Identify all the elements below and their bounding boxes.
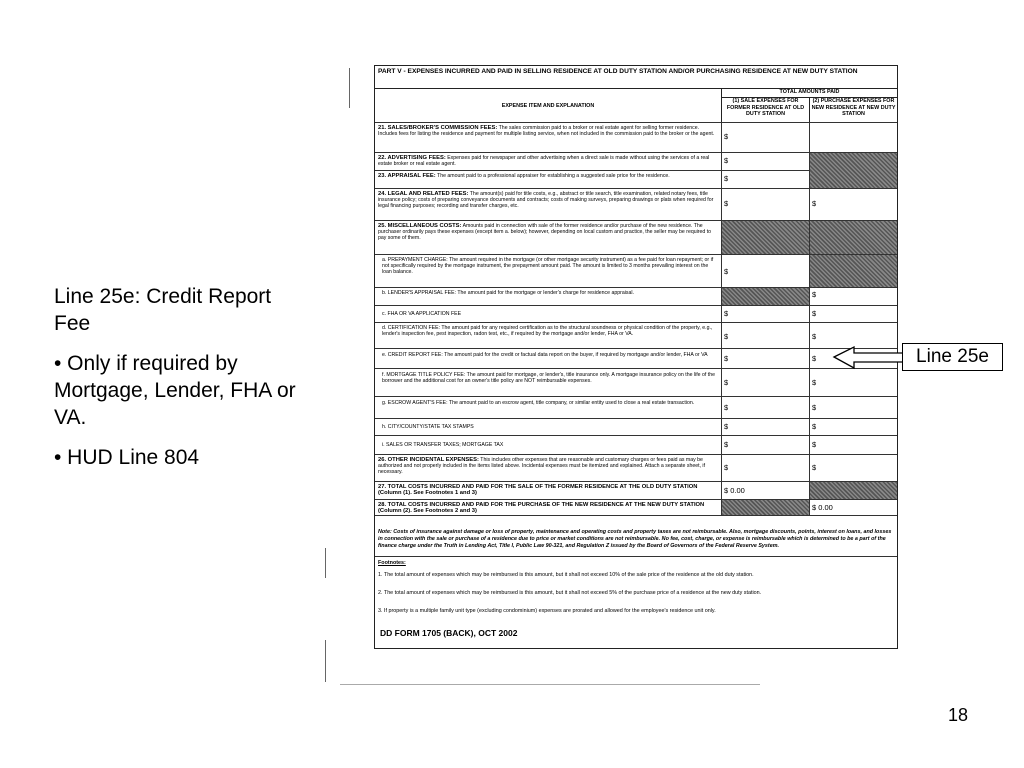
amount-25b-purchase: $	[812, 290, 817, 299]
footnote-3: 3. If property is a multiple family unit type (excluding condominium) expenses are prorated and allowed for the employee's residence unit only.	[378, 608, 716, 614]
shaded-cell	[722, 221, 809, 254]
shaded-cell	[810, 255, 897, 287]
row-21: 21. SALES/BROKER'S COMMISSION FEES: The sales commission paid to a broker or real estate agent for selling former residence. Includes fees for listing the residence and payment for multiple listing service, when not included in the commission paid to the broker or the agent.	[378, 125, 715, 138]
amount-25g-sale: $	[724, 403, 729, 412]
column-header-purchase: (2) PURCHASE EXPENSES FOR NEW RESIDENCE AT NEW DUTY STATION	[809, 97, 897, 122]
row-25i: i. SALES OR TRANSFER TAXES; MORTGAGE TAX	[382, 442, 504, 448]
column-header-sale: (1) SALE EXPENSES FOR FORMER RESIDENCE AT OLD DUTY STATION	[721, 97, 809, 122]
total-28-purchase: $ 0.00	[812, 503, 833, 512]
callout-arrow-icon	[832, 343, 904, 373]
column-divider	[721, 122, 722, 515]
amount-25h-sale: $	[724, 422, 729, 431]
bullet-required-by: • Only if required by Mortgage, Lender, FHA or VA.	[54, 352, 296, 429]
amount-26-purchase: $	[812, 463, 817, 472]
row-22: 22. ADVERTISING FEES: Expenses paid for newspaper and other advertising when a direct sale is made without using the services of a real estate broker or real estate agent.	[378, 155, 710, 168]
dd-form-1705-scan	[374, 65, 898, 649]
amount-25d-purchase: $	[812, 332, 817, 341]
row-25d: d. CERTIFICATION FEE: The amount paid for any required certification as to the structural soundness or physical condition of the property, e.g., lender's inspection fee, pest inspection, radon test, etc., if required by the mortgage and/or lender, FHA or VA.	[382, 325, 713, 338]
row-25c: c. FHA OR VA APPLICATION FEE	[382, 311, 462, 317]
row-25: 25. MISCELLANEOUS COSTS: Amounts paid in connection with sale of the former residence and/or purchase of the new residence. The purchaser ordinarily pays these expenses (except item a. below); however, depending on local custom and practice, the seller may be required to pay some of them.	[378, 223, 712, 242]
amount-25g-purchase: $	[812, 403, 817, 412]
shaded-cell	[810, 153, 897, 188]
form-part-title: PART V - EXPENSES INCURRED AND PAID IN SELLING RESIDENCE AT OLD DUTY STATION AND/OR PURCHASING RESIDENCE AT NEW DUTY STATION	[378, 68, 858, 75]
amount-25i-purchase: $	[812, 440, 817, 449]
row-23: 23. APPRAISAL FEE: The amount paid to a professional appraiser for establishing a suggested sale price for the residence.	[378, 173, 670, 179]
row-25a: a. PREPAYMENT CHARGE: The amount required in the mortgage (or other mortgage security instrument) as a fee paid for loan repayment; or if not specifically required by the mortgage instrument, the prepayment amount paid. The amount is limited to 3 months prevailing interest on the loan balance.	[382, 257, 714, 276]
amount-25c-sale: $	[724, 309, 729, 318]
amount-25e-purchase: $	[812, 354, 817, 363]
row-25e: e. CREDIT REPORT FEE: The amount paid for the credit or factual data report on the buyer, if required by mortgage and/or lender, FHA or VA	[382, 352, 708, 358]
amount-22-sale: $	[724, 156, 729, 165]
amount-25h-purchase: $	[812, 422, 817, 431]
amount-25f-purchase: $	[812, 378, 817, 387]
amount-25d-sale: $	[724, 332, 729, 341]
form-id: DD FORM 1705 (BACK), OCT 2002	[380, 628, 518, 638]
row-25g: g. ESCROW AGENT'S FEE: The amount paid to an escrow agent, title company, or similar entity used to close a real estate transaction.	[382, 400, 695, 406]
amount-24-sale: $	[724, 199, 729, 208]
row-25f: f. MORTGAGE TITLE POLICY FEE: The amount paid for mortgage, or lender's, title insurance only. A mortgage insurance policy on the life of the borrower and the additional cost for an owner's title policy are NOT reimbursable expenses.	[382, 372, 715, 385]
column-header-item: EXPENSE ITEM AND EXPLANATION	[375, 88, 721, 122]
row-25b: b. LENDER'S APPRAISAL FEE: The amount paid for the mortgage or lender's charge for residence appraisal.	[382, 290, 634, 296]
amount-26-sale: $	[724, 463, 729, 472]
amount-25c-purchase: $	[812, 309, 817, 318]
row-24: 24. LEGAL AND RELATED FEES: The amount(s) paid for title costs, e.g., abstract or title search, title examination, related notary fees, title insurance policy; costs of preparing conveyance documents and contracts; costs of making surveys, preparing drawings or plats when required for legal financing purposes; recording and transfer charges, etc.	[378, 191, 714, 210]
total-amounts-header: TOTAL AMOUNTS PAID	[721, 88, 897, 97]
amount-23-sale: $	[724, 174, 729, 183]
amount-24-purchase: $	[812, 199, 817, 208]
amount-25e-sale: $	[724, 354, 729, 363]
slide-heading: Line 25e: Credit Report Fee	[54, 285, 272, 335]
footnote-1: 1. The total amount of expenses which may be reimbursed is this amount, but it shall not exceed 10% of the sale price of the residence at the old duty station.	[378, 572, 754, 578]
form-note: Note: Costs of insurance against damage or loss of property, maintenance and operating costs and property taxes are not reimbursable. Also, mortgage discounts, points, interest on loans, and losses in connection with the sale or purchase of a residence due to price or market conditions are not reimbursable. No fee, cost, charge, or expense is reimbursable which is determined to be a part of the finance charge under the Truth in Lending Act, Title I, Public Law 90-321, and Regulation Z issued by the Board of Governors of the Federal Reserve System.	[378, 529, 892, 549]
footnotes-title: Footnotes:	[378, 560, 406, 566]
callout-label: Line 25e	[902, 343, 1003, 371]
footnote-2: 2. The total amount of expenses which may be reimbursed is this amount, but it shall not exceed 5% of the purchase price of a residence at the new duty station.	[378, 590, 762, 596]
total-27-sale: $ 0.00	[724, 486, 745, 495]
slide-number: 18	[947, 705, 968, 725]
amount-21-sale: $	[724, 132, 729, 141]
shaded-cell	[722, 500, 809, 515]
amount-25f-sale: $	[724, 378, 729, 387]
row-28: 28. TOTAL COSTS INCURRED AND PAID FOR THE PURCHASE OF THE NEW RESIDENCE AT THE NEW DUTY STATION (Column (2). See Footnotes 2 and 3)	[378, 502, 705, 515]
shaded-cell	[722, 288, 809, 305]
amount-25i-sale: $	[724, 440, 729, 449]
row-26: 26. OTHER INCIDENTAL EXPENSES: This includes other expenses that are reasonable and customary charges or fees paid as may be authorized and not properly included in the items listed above. Incidental expenses must be itemized and explained. Attach a separate sheet, if necessary.	[378, 457, 706, 476]
row-25h: h. CITY/COUNTY/STATE TAX STAMPS	[382, 424, 474, 430]
row-27: 27. TOTAL COSTS INCURRED AND PAID FOR THE SALE OF THE FORMER RESIDENCE AT THE OLD DUTY STATION (Column (1). See Footnotes 1 and 3)	[378, 484, 698, 497]
slide-text-block	[54, 283, 304, 484]
bullet-hud-line: • HUD Line 804	[54, 446, 200, 469]
amount-25a-sale: $	[724, 267, 729, 276]
shaded-cell	[810, 221, 897, 254]
shaded-cell	[810, 482, 897, 499]
